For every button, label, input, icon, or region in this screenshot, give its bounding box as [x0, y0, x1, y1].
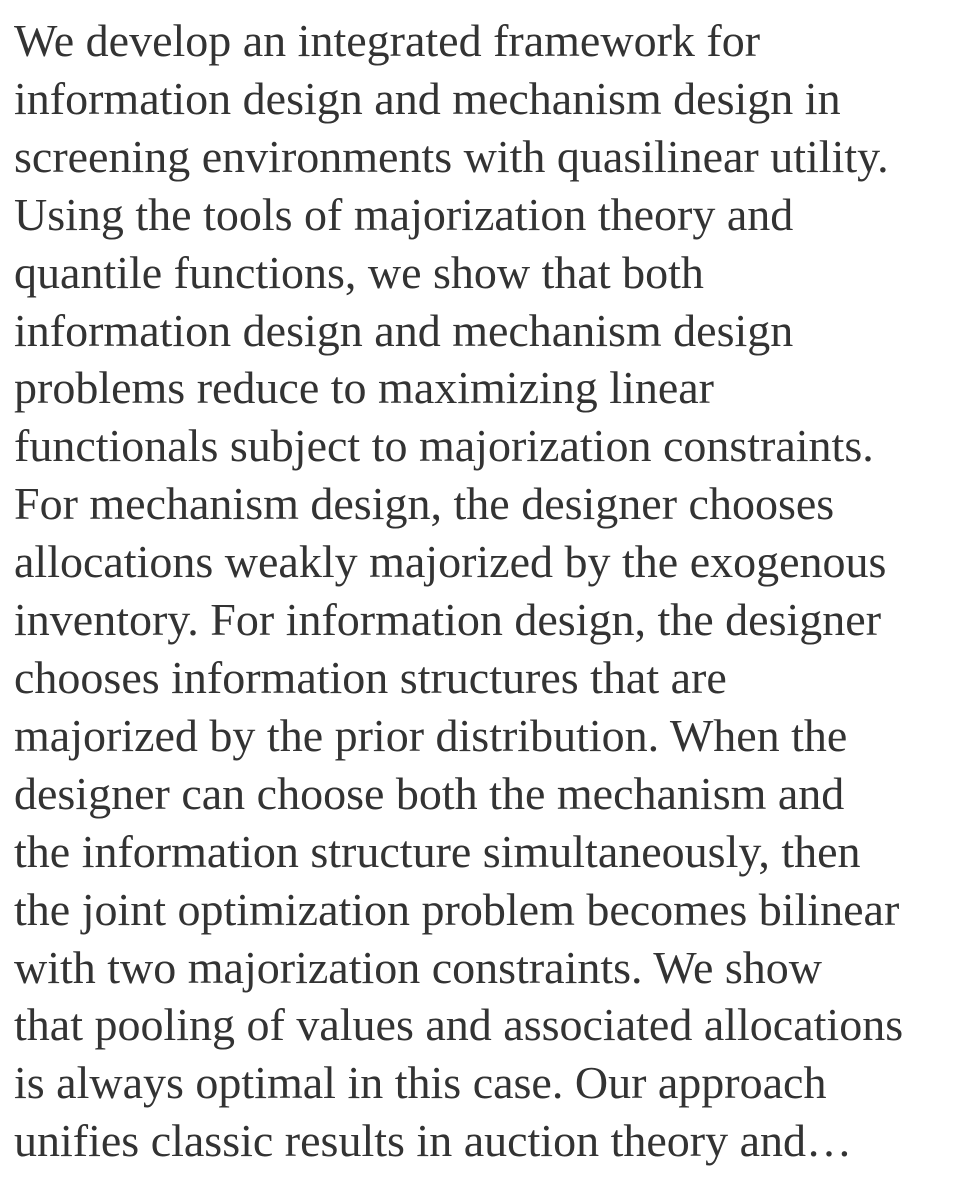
abstract-line: the information structure simultaneously, then — [14, 825, 861, 877]
abstract-line: quantile functions, we show that both — [14, 246, 704, 298]
abstract-line: For mechanism design, the designer chooses — [14, 478, 835, 530]
abstract-line: the joint optimization problem becomes bilinear — [14, 883, 900, 935]
abstract-line: with two majorization constraints. We show — [14, 941, 822, 993]
abstract-line: unifies classic results in auction theory and… — [14, 1115, 853, 1167]
abstract-line: functionals subject to majorization constraints. — [14, 420, 874, 472]
abstract-line: designer can choose both the mechanism and — [14, 767, 845, 819]
abstract-line: We develop an integrated framework for — [14, 15, 761, 66]
abstract-line: information design and mechanism design — [14, 304, 794, 356]
abstract-line: that pooling of values and associated allocations — [14, 999, 904, 1051]
abstract-line: Using the tools of majorization theory and — [14, 188, 794, 240]
abstract-line: chooses information structures that are — [14, 651, 727, 703]
abstract-line: allocations weakly majorized by the exogenous — [14, 536, 887, 588]
abstract-line: problems reduce to maximizing linear — [14, 362, 714, 414]
abstract-line: screening environments with quasilinear utility. — [14, 130, 889, 182]
abstract-text — [14, 12, 954, 1170]
abstract-line: majorized by the prior distribution. When the — [14, 709, 848, 761]
abstract-line: information design and mechanism design in — [14, 72, 841, 124]
abstract-line: is always optimal in this case. Our approach — [14, 1057, 827, 1109]
abstract-line: inventory. For information design, the designer — [14, 594, 882, 646]
